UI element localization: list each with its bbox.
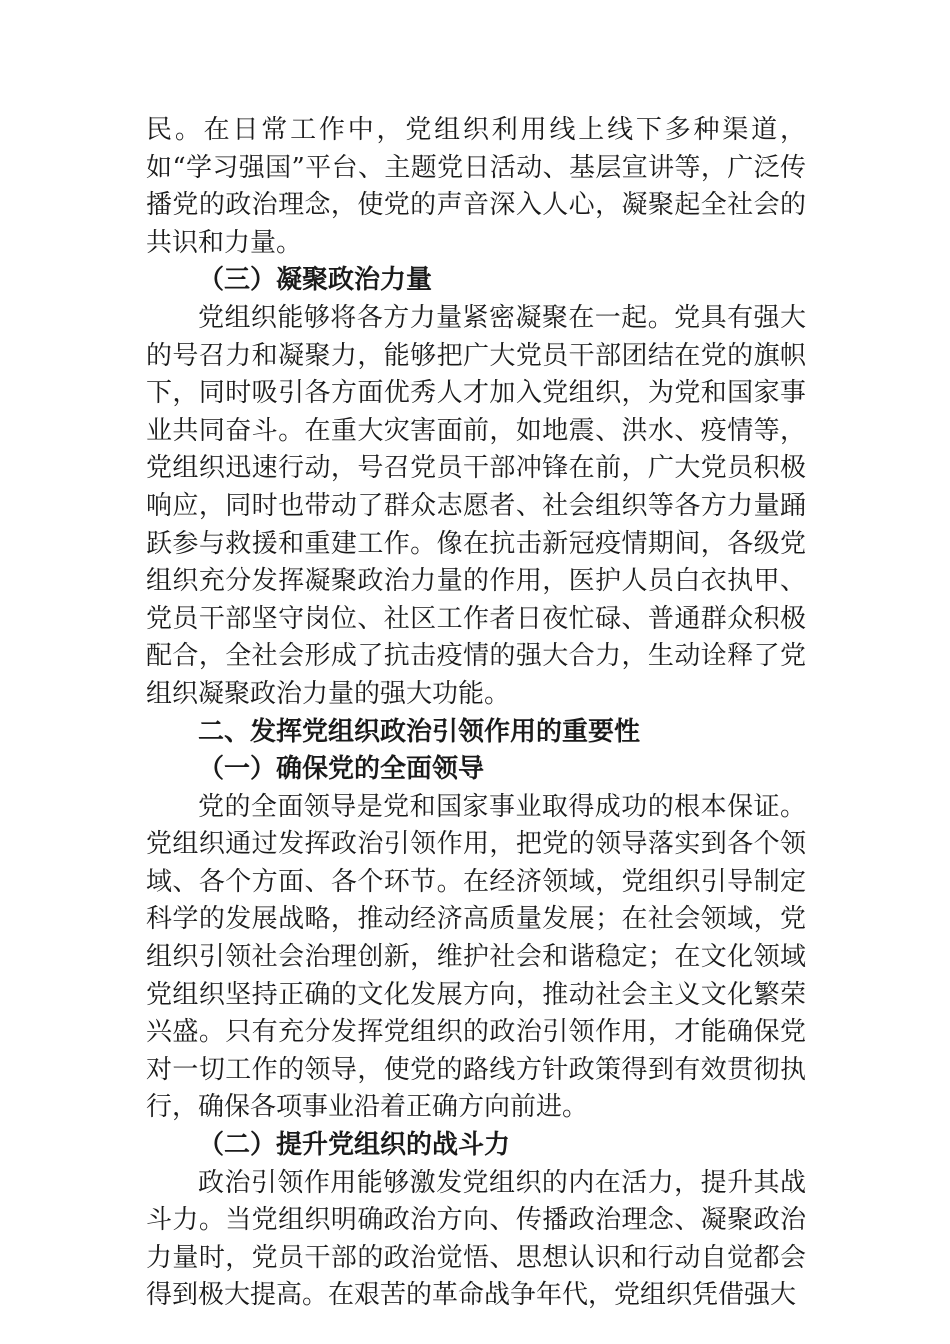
document-page (146, 112, 806, 1315)
subsection-heading-3: （三）凝聚政治力量 (198, 265, 433, 296)
paragraph-subsection-2-1: 党的全面领导是党和国家事业取得成功的根本保证。党组织通过发挥政治引领作用，把党的领导落实到各个领域、各个方面、各个环节。在经济领域，党组织引导制定科学的发展战略，推动经济高质量发展；在社会领域，党组织引领社会治理创新，维护社会和谐稳定；在文化领域党组织坚持正确的文化发展方向，推动社会主义文化繁荣兴盛。只有充分发挥党组织的政治引领作用，才能确保党对一切工作的领导，使党的路线方针政策得到有效贯彻执行，确保各项事业沿着正确方向前进。 (146, 791, 806, 1123)
section-heading-2: 二、发挥党组织政治引领作用的重要性 (198, 716, 641, 747)
paragraph-subsection-3: 党组织能够将各方力量紧密凝聚在一起。党具有强大的号召力和凝聚力，能够把广大党员干部团结在党的旗帜下，同时吸引各方面优秀人才加入党组织，为党和国家事业共同奋斗。在重大灾害面前，如地震、洪水、疫情等，党组织迅速行动，号召党员干部冲锋在前，广大党员积极响应，同时也带动了群众志愿者、社会组织等各方力量踊跃参与救援和重建工作。像在抗击新冠疫情期间，各级党组织充分发挥凝聚政治力量的作用，医护人员白衣执甲、党员干部坚守岗位、社区工作者日夜忙碌、普通群众积极配合，全社会形成了抗击疫情的强大合力，生动诠释了党组织凝聚政治力量的强大功能。 (146, 302, 806, 709)
paragraph-subsection-2-2: 政治引领作用能够激发党组织的内在活力，提升其战斗力。当党组织明确政治方向、传播政治理念、凝聚政治力量时，党员干部的政治觉悟、思想认识和行动自觉都会得到极大提高。在艰苦的革命战争年代，党组织凭借强大 (146, 1167, 806, 1311)
paragraph-continuation: 民。在日常工作中，党组织利用线上线下多种渠道，如“学习强国”平台、主题党日活动、基层宣讲等，广泛传播党的政治理念，使党的声音深入人心，凝聚起全社会的共识和力量。 (146, 115, 806, 258)
subsection-heading-2-1: （一）确保党的全面领导 (198, 754, 485, 785)
subsection-heading-2-2: （二）提升党组织的战斗力 (198, 1130, 511, 1161)
